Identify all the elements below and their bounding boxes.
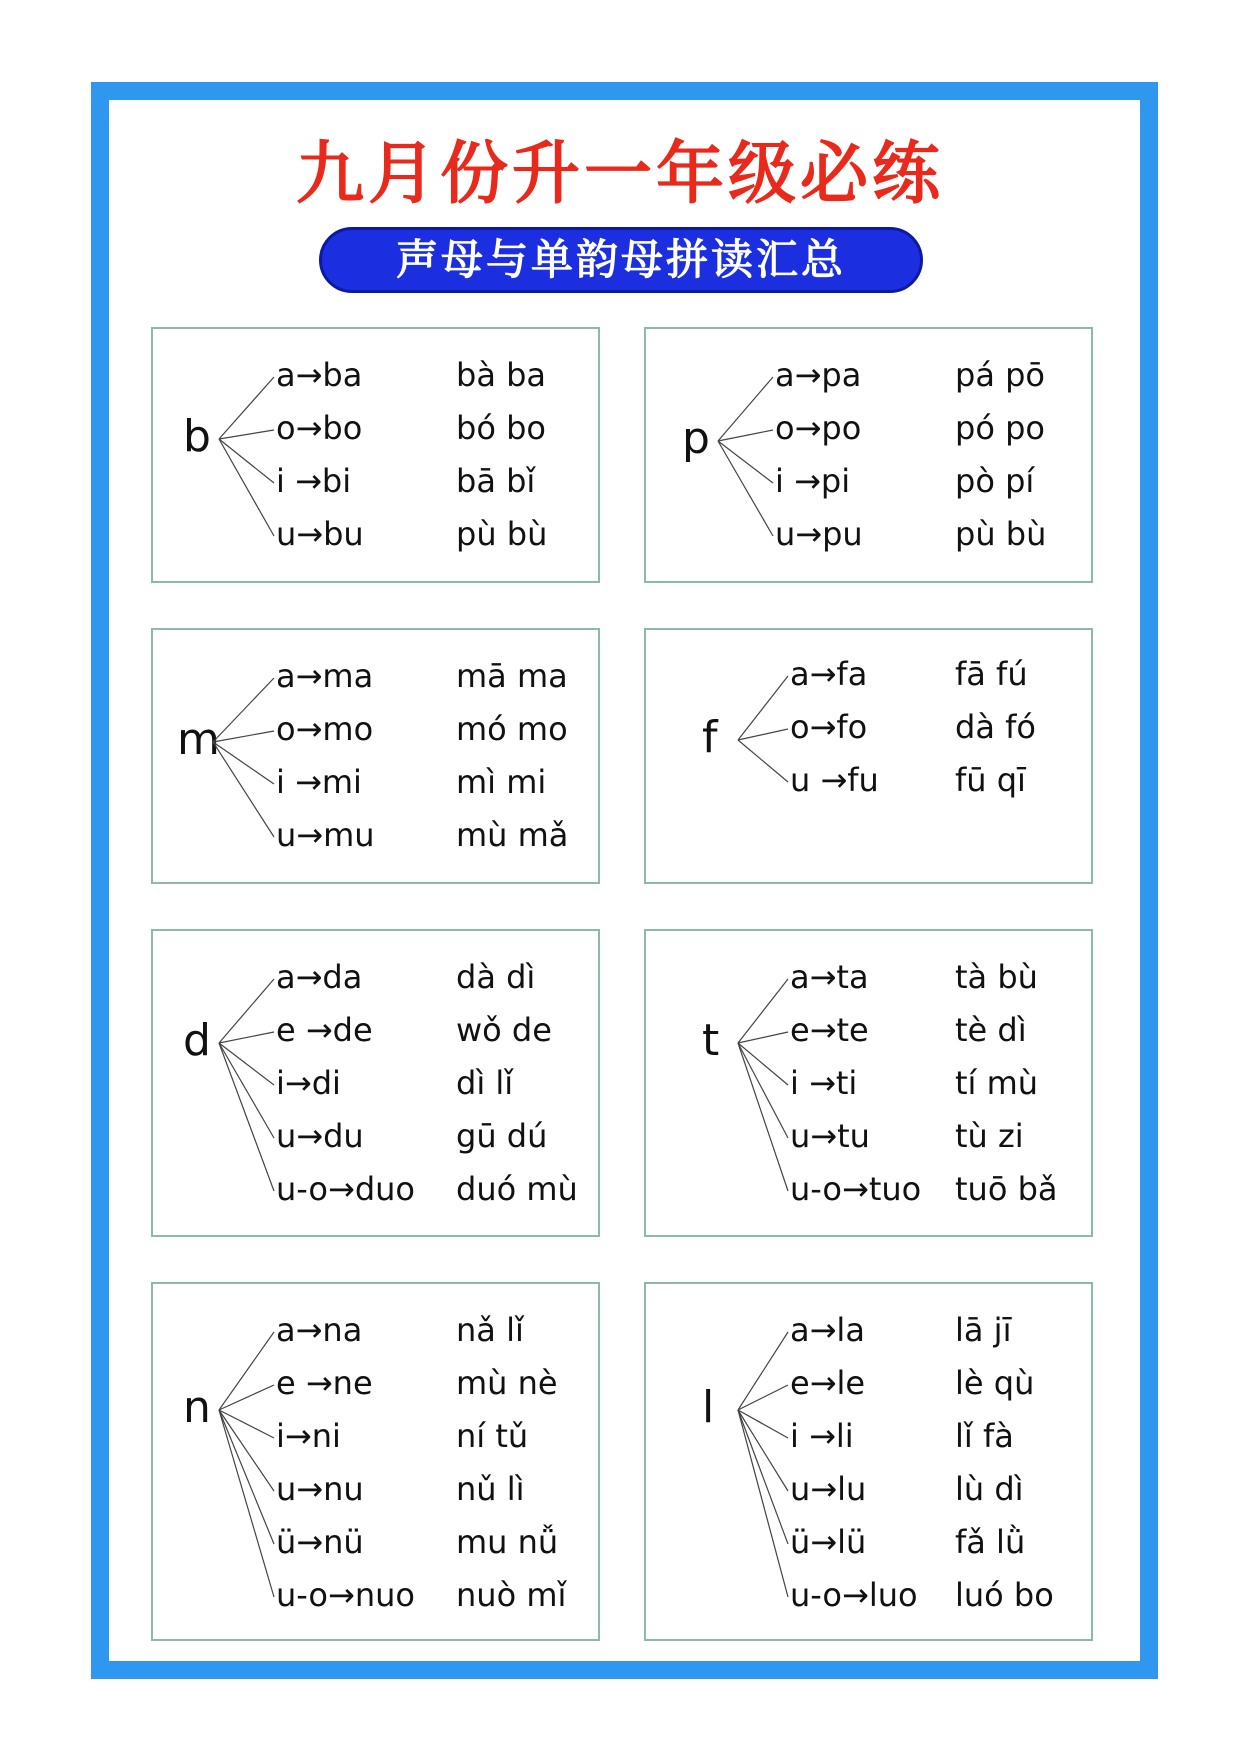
example-words-p-0: pá pō — [955, 356, 1045, 394]
spelling-m-3: u→mu — [276, 816, 375, 854]
spelling-l-5: u-o→luo — [790, 1576, 918, 1614]
fan-line — [738, 740, 788, 782]
example-words-d-0: dà dì — [456, 958, 536, 996]
page-title: 九月份升一年级必练 — [295, 135, 944, 214]
spelling-t-4: u-o→tuo — [790, 1170, 922, 1208]
spelling-m-2: i →mi — [276, 763, 362, 801]
fan-line — [738, 1332, 788, 1410]
spelling-l-1: e→le — [790, 1364, 866, 1402]
spelling-n-5: u-o→nuo — [276, 1576, 415, 1614]
example-words-n-0: nǎ lǐ — [456, 1311, 524, 1349]
initial-letter: l — [702, 1382, 715, 1433]
fan-line — [738, 1410, 788, 1597]
spelling-f-1: o→fo — [790, 708, 868, 746]
spelling-n-3: u→nu — [276, 1470, 364, 1508]
card-p — [644, 327, 1093, 583]
example-words-t-0: tà bù — [955, 958, 1038, 996]
spelling-n-1: e →ne — [276, 1364, 373, 1402]
example-words-t-1: tè dì — [955, 1011, 1027, 1049]
spelling-b-0: a→ba — [276, 356, 363, 394]
spelling-m-1: o→mo — [276, 710, 374, 748]
spelling-b-2: i →bi — [276, 462, 352, 500]
spelling-d-1: e →de — [276, 1011, 373, 1049]
spelling-t-2: i →ti — [790, 1064, 858, 1102]
example-words-n-5: nuò mǐ — [456, 1576, 567, 1614]
spelling-d-2: i→di — [276, 1064, 341, 1102]
example-words-l-4: fǎ lǜ — [955, 1523, 1026, 1561]
example-words-p-2: pò pí — [955, 462, 1035, 500]
example-words-p-3: pù bù — [955, 515, 1047, 553]
spelling-l-2: i →li — [790, 1417, 854, 1455]
fan-lines — [646, 630, 1095, 886]
example-words-l-2: lǐ fà — [955, 1417, 1014, 1455]
example-words-d-4: duó mù — [456, 1170, 578, 1208]
spelling-p-0: a→pa — [775, 356, 862, 394]
example-words-d-1: wǒ de — [456, 1011, 552, 1049]
spelling-t-1: e→te — [790, 1011, 869, 1049]
fan-line — [219, 1410, 274, 1597]
fan-line — [219, 1410, 274, 1544]
spelling-d-0: a→da — [276, 958, 363, 996]
spelling-d-3: u→du — [276, 1117, 364, 1155]
fan-line — [219, 430, 274, 439]
example-words-m-1: mó mo — [456, 710, 568, 748]
spelling-t-3: u→tu — [790, 1117, 870, 1155]
example-words-d-2: dì lǐ — [456, 1064, 514, 1102]
fan-line — [219, 1043, 274, 1191]
spelling-l-4: ü→lü — [790, 1523, 867, 1561]
initial-letter: d — [183, 1015, 211, 1066]
fan-line — [718, 441, 773, 483]
example-words-n-2: ní tǔ — [456, 1417, 529, 1455]
example-words-f-0: fā fú — [955, 655, 1028, 693]
card-d — [151, 929, 600, 1237]
fan-line — [213, 742, 274, 837]
example-words-t-2: tí mù — [955, 1064, 1039, 1102]
spelling-n-0: a→na — [276, 1311, 363, 1349]
initial-letter: p — [682, 413, 710, 464]
example-words-b-0: bà ba — [456, 356, 547, 394]
spelling-n-4: ü→nü — [276, 1523, 364, 1561]
example-words-l-0: lā jī — [955, 1311, 1012, 1349]
example-words-t-3: tù zi — [955, 1117, 1024, 1155]
subtitle-banner: 声母与单韵母拼读汇总 — [319, 227, 923, 293]
example-words-l-3: lù dì — [955, 1470, 1024, 1508]
fan-line — [219, 439, 274, 483]
fan-line — [219, 377, 274, 439]
spelling-p-3: u→pu — [775, 515, 863, 553]
spelling-f-2: u →fu — [790, 761, 879, 799]
example-words-n-1: mù nè — [456, 1364, 558, 1402]
spelling-n-2: i→ni — [276, 1417, 341, 1455]
fan-line — [219, 439, 274, 536]
initial-letter: m — [177, 714, 220, 765]
example-words-d-3: gū dú — [456, 1117, 548, 1155]
initial-letter: f — [702, 712, 718, 763]
spelling-d-4: u-o→duo — [276, 1170, 415, 1208]
spelling-l-3: u→lu — [790, 1470, 867, 1508]
fan-line — [738, 1043, 788, 1138]
fan-line — [738, 1410, 788, 1544]
fan-line — [219, 1043, 274, 1138]
example-words-f-1: dà fó — [955, 708, 1036, 746]
card-m — [151, 628, 600, 884]
spelling-p-2: i →pi — [775, 462, 851, 500]
fan-line — [718, 441, 773, 536]
card-b — [151, 327, 600, 583]
fan-line — [219, 1410, 274, 1438]
example-words-l-5: luó bo — [955, 1576, 1054, 1614]
example-words-t-4: tuō bǎ — [955, 1170, 1058, 1208]
example-words-n-3: nǔ lì — [456, 1470, 525, 1508]
initial-letter: b — [183, 411, 211, 462]
card-t — [644, 929, 1093, 1237]
example-words-p-1: pó po — [955, 409, 1045, 447]
initial-letter: t — [702, 1015, 720, 1066]
card-n — [151, 1282, 600, 1641]
example-words-m-0: mā ma — [456, 657, 568, 695]
fan-line — [219, 1332, 274, 1410]
spelling-b-1: o→bo — [276, 409, 363, 447]
fan-line — [738, 1410, 788, 1438]
example-words-b-2: bā bǐ — [456, 462, 536, 500]
spelling-t-0: a→ta — [790, 958, 869, 996]
example-words-m-3: mù mǎ — [456, 816, 569, 854]
fan-line — [738, 1043, 788, 1191]
example-words-m-2: mì mi — [456, 763, 547, 801]
fan-line — [738, 1410, 788, 1491]
spelling-l-0: a→la — [790, 1311, 865, 1349]
example-words-l-1: lè qù — [955, 1364, 1035, 1402]
example-words-b-1: bó bo — [456, 409, 546, 447]
spelling-p-1: o→po — [775, 409, 862, 447]
example-words-n-4: mu nǚ — [456, 1523, 559, 1561]
initial-letter: n — [183, 1382, 211, 1433]
fan-line — [213, 742, 274, 784]
example-words-f-2: fū qī — [955, 761, 1026, 799]
card-f — [644, 628, 1093, 884]
spelling-m-0: a→ma — [276, 657, 374, 695]
card-l — [644, 1282, 1093, 1641]
spelling-f-0: a→fa — [790, 655, 868, 693]
fan-line — [219, 1410, 274, 1491]
example-words-b-3: pù bù — [456, 515, 548, 553]
spelling-b-3: u→bu — [276, 515, 364, 553]
